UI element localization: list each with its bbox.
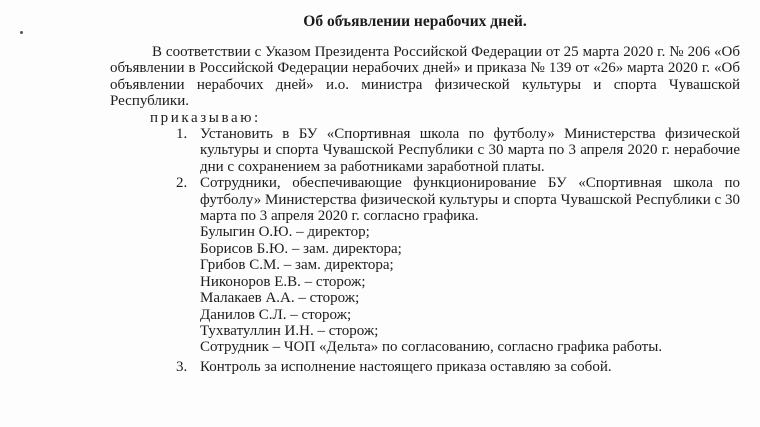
document-title: Об объявлении нерабочих дней. <box>303 13 527 30</box>
order-item-text: Сотрудники, обеспечивающие функционирование БУ «Спортивная школа по футболу» Министерства физической культуры и спорта Чувашской Республики с 30 марта по 3 апреля 2020 г. согласно графика. <box>200 175 740 225</box>
order-item-number: 1. <box>176 126 188 143</box>
staff-entry: Малакаев А.А. – сторож; <box>200 290 360 307</box>
preamble-paragraph: В соответствии с Указом Президента Российской Федерации от 25 марта 2020 г. № 206 «Об объявлении в Российской Федерации нерабочих дней» и приказа № 139 от «26» марта 2020 г. «Об объявлении нерабочих дней» и.о. министра физической культуры и спорта Чувашской Республики. <box>110 44 740 110</box>
document-body <box>110 44 740 375</box>
staff-entry: Сотрудник – ЧОП «Дельта» по согласованию, согласно графика работы. <box>200 339 663 356</box>
staff-entry: Тухватуллин И.Н. – сторож; <box>200 322 379 339</box>
scan-speck <box>20 31 23 34</box>
order-item <box>110 175 740 355</box>
staff-entry: Данилов С.Л. – сторож; <box>200 306 352 323</box>
order-item-number: 2. <box>176 175 188 192</box>
staff-entry: Никоноров Е.В. – сторож; <box>200 273 366 290</box>
order-item <box>110 126 740 175</box>
order-item <box>110 359 740 375</box>
staff-entry: Булыгин О.Ю. – директор; <box>200 224 370 241</box>
order-item-text: Установить в БУ «Спортивная школа по футболу» Министерства физической культуры и спорта Чувашской Республики с 30 марта по 3 апреля 2020 г. нерабочие дни с сохранением за работниками заработной платы. <box>200 126 740 175</box>
order-word: приказываю: <box>150 109 261 126</box>
staff-entry: Борисов Б.Ю. – зам. директора; <box>200 240 402 257</box>
order-items-list <box>110 126 740 375</box>
order-item-text: Контроль за исполнение настоящего приказа оставляю за собой. <box>200 358 612 375</box>
staff-list <box>200 224 740 355</box>
staff-entry: Грибов С.М. – зам. директора; <box>200 257 394 274</box>
order-item-number: 3. <box>176 358 188 375</box>
